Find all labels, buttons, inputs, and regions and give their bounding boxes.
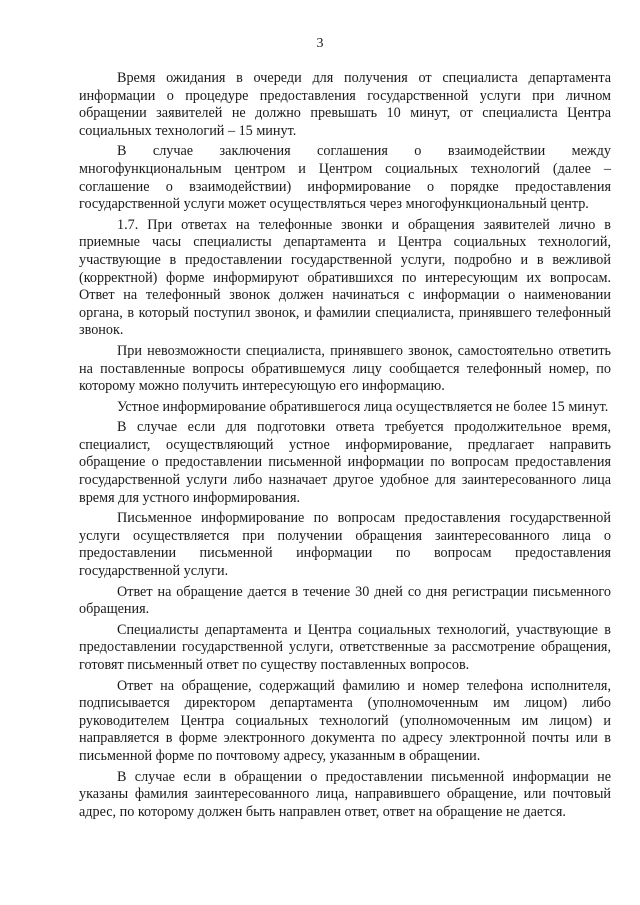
page-number: 3 [316, 36, 324, 51]
paragraph-long-answer: В случае если для подготовки ответа требуется продолжительное время, специалист, осуществляющий устное информирование, предлагает направить обращение о предоставлении письменной информации по вопросам предоставления государственной услуги либо назначает другое удобное для заинтересованного лица время для устного информирования. [79, 419, 611, 506]
paragraph-unable-to-answer: При невозможности специалиста, принявшего звонок, самостоятельно ответить на поставленные вопросы обратившемуся лицу сообщается телефонный номер, по которому можно получить интересующую его информацию. [79, 342, 611, 395]
paragraph-specialists-prepare: Специалисты департамента и Центра социальных технологий, участвующие в предоставлении государственной услуги, ответственные за рассмотрение обращения, готовят письменный ответ по существу поставленных вопросов. [79, 621, 611, 673]
paragraph-oral-duration: Устное информирование обратившегося лица осуществляется не более 15 минут. [117, 398, 609, 415]
paragraph-waiting-time: Время ожидания в очереди для получения от специалиста департамента информации о процедуре предоставления государственной услуги при личном обращении заявителей не должно превышать 10 минут, от специалиста Центра социальных технологий – 15 минут. [79, 70, 611, 139]
document-body [79, 70, 611, 824]
paragraph-response-deadline: Ответ на обращение дается в течение 30 дней со дня регистрации письменного обращения. [79, 583, 611, 618]
paragraph-mfc-agreement: В случае заключения соглашения о взаимодействии между многофункциональным центром и Центром социальных технологий (далее – соглашение о взаимодействии) информирование о порядке предоставления государственной услуги может осуществляться через многофункциональный центр. [79, 143, 611, 213]
paragraph-phone-calls: 1.7. При ответах на телефонные звонки и обращения заявителей лично в приемные часы специалисты департамента и Центра социальных технологий, участвующие в предоставлении государственной услуги, подробно и в вежливой (корректной) форме информируют обратившихся по интересующим их вопросам. Ответ на телефонный звонок должен начинаться с информации о наименовании органа, в который поступил звонок, и фамилии специалиста, принявшего телефонный звонок. [79, 216, 611, 339]
paragraph-no-response: В случае если в обращении о предоставлении письменной информации не указаны фамилия заинтересованного лица, направившего обращение, или почтовый адрес, по которому должен быть направлен ответ, ответ на обращение не дается. [79, 768, 611, 820]
paragraph-written-info: Письменное информирование по вопросам предоставления государственной услуги осуществляется при получении обращения заинтересованного лица о предоставлении письменной информации по вопросам предоставления государственной услуги. [79, 510, 611, 580]
paragraph-response-signing: Ответ на обращение, содержащий фамилию и номер телефона исполнителя, подписывается директором департамента (уполномоченным им лицом) либо руководителем Центра социальных технологий (уполномоченным им лицом) и направляется в форме электронного документа по адресу электронной почты или в письменной форме по почтовому адресу, указанным в обращении. [79, 677, 611, 764]
